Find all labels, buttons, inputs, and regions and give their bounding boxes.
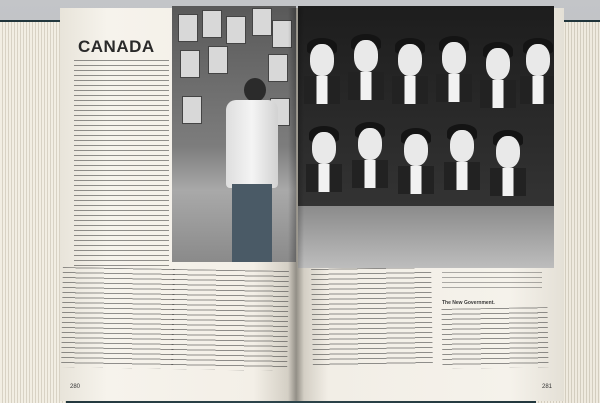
portrait (394, 126, 438, 194)
body-text-column (311, 267, 433, 367)
portrait (300, 36, 344, 104)
man-jacket (226, 100, 278, 188)
portrait (486, 128, 530, 196)
body-text-column (74, 60, 169, 270)
portrait (476, 40, 520, 108)
poster (202, 10, 222, 38)
stone-wall (298, 206, 554, 268)
man-trousers (232, 184, 272, 262)
portrait (440, 122, 484, 190)
photo-man-viewing-posters (172, 6, 296, 262)
poster (180, 50, 200, 78)
page-number-left: 280 (70, 384, 81, 390)
poster (226, 16, 246, 44)
poster (208, 46, 228, 74)
body-text-column (61, 267, 175, 369)
portrait (388, 36, 432, 104)
book-gutter (288, 8, 304, 401)
body-text-column (441, 307, 548, 369)
portrait (344, 32, 388, 100)
page-edges-left (0, 22, 66, 403)
man-head (244, 78, 266, 102)
poster (268, 54, 288, 82)
section-heading: The New Government. (442, 300, 495, 306)
portrait (302, 124, 346, 192)
poster (178, 14, 198, 42)
body-text-column (171, 269, 289, 371)
page-number-right: 281 (542, 384, 553, 390)
portrait (432, 34, 476, 102)
poster (252, 8, 272, 36)
chapter-title: CANADA (78, 37, 155, 56)
photo-caption (442, 272, 542, 290)
portrait (516, 36, 554, 104)
portrait (348, 120, 392, 188)
photo-wall-of-portraits (298, 6, 554, 268)
poster (182, 96, 202, 124)
